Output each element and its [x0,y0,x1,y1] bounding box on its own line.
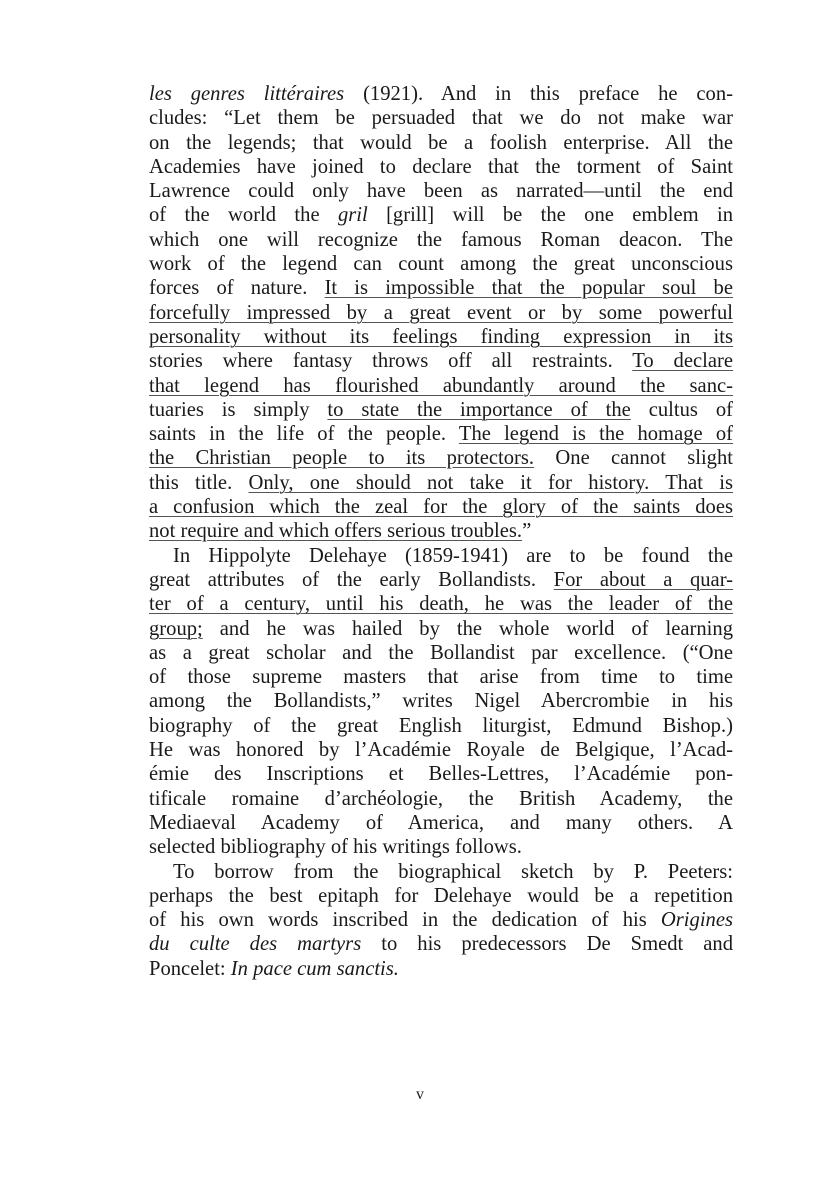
text-line [149,398,733,422]
text-segment: To borrow from the biographical sketch by P. Peeters: [173,860,733,883]
text-line [149,617,733,641]
text-line [149,276,733,300]
underlined-text: to state the importance of the [327,398,631,421]
text-line [149,446,733,470]
text-line [149,932,733,956]
text-line [149,884,733,908]
text-segment: to his predecessors De Smedt and [361,933,733,956]
text-line [149,957,733,981]
underlined-text: forcefully impressed by a great event or by some powerful [149,301,733,324]
text-line [149,835,733,859]
text-segment: of his own words inscribed in the dedication of his [149,909,661,932]
text-line [149,106,733,130]
text-segment: tuaries is simply [149,398,328,421]
text-line [149,155,733,179]
text-line [149,422,733,446]
text-segment: Lawrence could only have been as narrated—until the end [149,180,733,203]
text-line [149,228,733,252]
text-line [149,544,733,568]
text-segment: In Hippolyte Delehaye (1859-1941) are to be found the [173,544,733,567]
text-segment: of those supreme masters that arise from time to time [149,666,733,689]
italic-text: In pace cum sanctis. [230,957,399,980]
text-segment: Academies have joined to declare that the torment of Saint [149,155,733,178]
text-line [149,641,733,665]
text-line [149,252,733,276]
text-line [149,471,733,495]
text-segment: great attributes of the early Bollandists. [149,568,554,591]
italic-text: gril [337,204,368,227]
text-segment: saints in the life of the people. [149,423,459,446]
text-line [149,860,733,884]
underlined-text: To declare [632,350,733,373]
text-segment: as a great scholar and the Bollandist par excellence. (“One [149,641,733,664]
text-line [149,82,733,106]
text-segment: among the Bollandists,” writes Nigel Abercrombie in his [149,690,733,713]
text-segment: He was honored by l’Académie Royale de Belgique, l’Acad- [149,739,733,762]
text-line [149,908,733,932]
text-line [149,325,733,349]
text-segment: biography of the great English liturgist, Edmund Bishop.) [149,714,733,737]
text-line [149,714,733,738]
text-segment: ” [522,520,532,543]
text-segment: stories where fantasy throws off all restraints. [149,350,633,373]
text-line [149,762,733,786]
underlined-text: For about a quar- [553,568,733,591]
underlined-text: The legend is the homage of [458,423,733,446]
document-body [149,82,733,981]
text-line [149,203,733,227]
text-line [149,592,733,616]
text-segment: [grill] will be the one emblem in [367,204,733,227]
underlined-text: It is impossible that the popular soul be [324,277,733,300]
text-segment: this title. [149,471,249,494]
underlined-text: that legend has flourished abundantly around the sanc- [149,374,733,397]
text-segment: selected bibliography of his writings follows. [149,836,522,859]
text-segment: forces of nature. [149,277,325,300]
text-segment: which one will recognize the famous Roman deacon. The [149,228,733,251]
underlined-text: Only, one should not take it for history. That is [248,471,733,494]
text-segment: of the world the [149,204,338,227]
text-segment: work of the legend can count among the great unconscious [149,253,733,276]
text-segment: tificale romaine d’archéologie, the British Academy, the [149,787,733,810]
text-line [149,665,733,689]
underlined-text: not require and which offers serious troubles. [149,520,523,543]
text-line [149,787,733,811]
text-line [149,374,733,398]
page-number: v [416,1086,424,1103]
italic-text: les genres littéraires [149,83,345,105]
text-segment: émie des Inscriptions et Belles-Lettres, l’Académie pon- [149,763,733,786]
underlined-text: a confusion which the zeal for the glory of the saints does [149,496,733,519]
text-line [149,689,733,713]
underlined-text: ter of a century, until his death, he was the leader of the [149,593,733,616]
text-segment: cultus of [630,398,733,421]
underlined-text: personality without its feelings finding expression in its [149,325,733,348]
text-line [149,301,733,325]
text-line [149,738,733,762]
underlined-text: the Christian people to its protectors. [149,447,535,470]
text-segment: on the legends; that would be a foolish enterprise. All the [149,131,733,154]
text-segment: cludes: “Let them be persuaded that we do not make war [149,107,733,130]
text-segment: perhaps the best epitaph for Delehaye would be a repetition [149,884,733,907]
text-segment: and he was hailed by the whole world of learning [202,617,733,640]
text-segment: Poncelet: [149,957,231,980]
text-line [149,495,733,519]
text-segment: One cannot slight [534,447,734,470]
text-line [149,179,733,203]
text-line [149,519,733,543]
italic-text: du culte des martyrs [149,933,362,956]
text-line [149,811,733,835]
text-segment: (1921). And in this preface he con- [344,83,733,105]
text-line [149,349,733,373]
text-segment: Mediaeval Academy of America, and many others. A [149,811,733,834]
text-line [149,131,733,155]
italic-text: Origines [660,909,733,932]
text-line [149,568,733,592]
underlined-text: group; [149,617,203,640]
